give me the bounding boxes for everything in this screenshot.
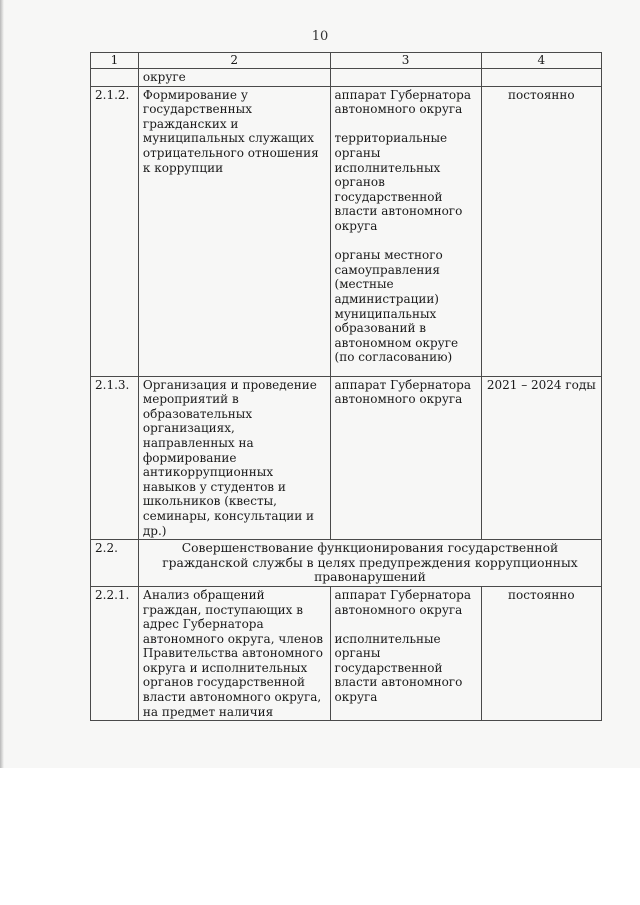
measure-cell: Формирование у государственных гражданских и муниципальных служащих отрицательного отношения к коррупции xyxy=(138,86,330,376)
page-number: 10 xyxy=(311,29,329,44)
term-cell xyxy=(481,69,601,87)
table-row xyxy=(91,586,602,720)
row-number: 2.1.3. xyxy=(91,376,139,540)
column-header: 2 xyxy=(138,53,330,69)
row-number xyxy=(91,69,139,87)
executor-cell: аппарат Губернатора автономного округа территориальные органы исполнительных органов государственной власти автономного округа органы местного самоуправления (местные администрации) муниципальных образований в автономном округе (по согласованию) xyxy=(330,86,481,376)
executor-cell: аппарат Губернатора автономного округа исполнительные органы государственной власти автономного округа xyxy=(330,586,481,720)
row-number: 2.1.2. xyxy=(91,86,139,376)
table-row xyxy=(91,376,602,540)
section-row xyxy=(91,540,602,587)
column-header: 4 xyxy=(481,53,601,69)
term-cell: 2021 – 2024 годы xyxy=(481,376,601,540)
measure-cell: Анализ обращений граждан, поступающих в адрес Губернатора автономного округа, членов Правительства автономного округа и исполнительных органов государственной власти автономного округа, на предмет наличия xyxy=(138,586,330,720)
executor-cell: аппарат Губернатора автономного округа xyxy=(330,376,481,540)
term-cell: постоянно xyxy=(481,586,601,720)
section-number: 2.2. xyxy=(91,540,139,587)
column-header: 1 xyxy=(91,53,139,69)
measures-table xyxy=(90,52,602,721)
blank-area xyxy=(0,768,640,905)
measure-cell: округе xyxy=(138,69,330,87)
row-number: 2.2.1. xyxy=(91,586,139,720)
table-header-row xyxy=(91,53,602,69)
term-cell: постоянно xyxy=(481,86,601,376)
table-row xyxy=(91,86,602,376)
scan-edge-shadow xyxy=(0,0,4,768)
executor-cell xyxy=(330,69,481,87)
measure-cell: Организация и проведение мероприятий в образовательных организациях, направленных на формирование антикоррупционных навыков у студентов и школьников (квесты, семинары, консультации и др.) xyxy=(138,376,330,540)
column-header: 3 xyxy=(330,53,481,69)
table-row xyxy=(91,69,602,87)
section-title: Совершенствование функционирования государственной гражданской службы в целях предупреждения коррупционных правонарушений xyxy=(138,540,601,587)
